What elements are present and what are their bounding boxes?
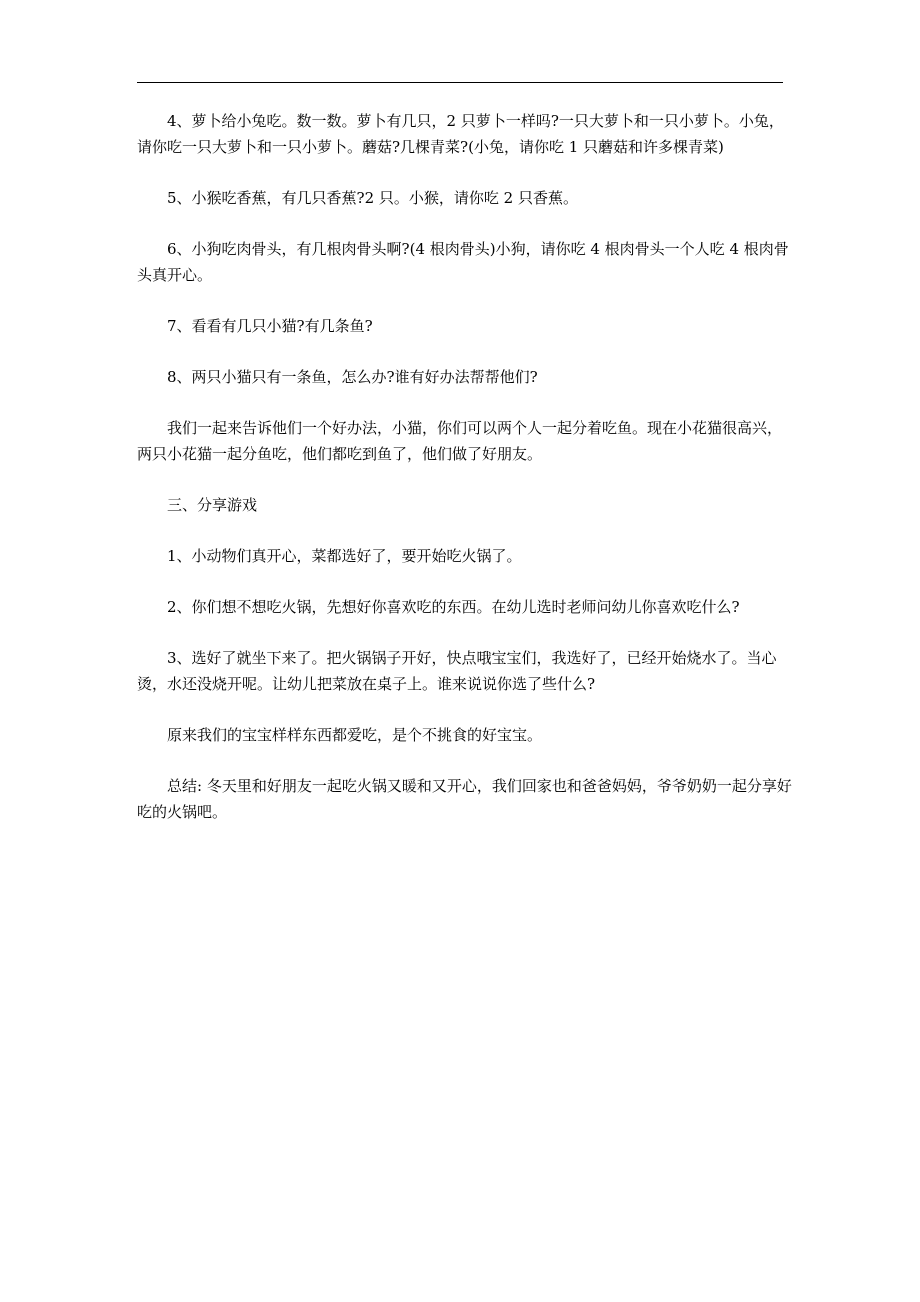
paragraph-item-5: 5、小猴吃香蕉，有几只香蕉?2 只。小猴，请你吃 2 只香蕉。 <box>167 189 578 207</box>
paragraph-share-3: 3、选好了就坐下来了。把火锅锅子开好，快点哦宝宝们，我选好了，已经开始烧水了。当心烫，水还没烧开呢。让幼儿把菜放在桌子上。谁来说说你选了些什么? <box>137 649 777 693</box>
document-body <box>137 108 793 850</box>
paragraph-solution: 我们一起来告诉他们一个好办法，小猫，你们可以两个人一起分着吃鱼。现在小花猫很高兴，两只小花猫一起分鱼吃，他们都吃到鱼了，他们做了好朋友。 <box>137 419 783 463</box>
paragraph-share-2: 2、你们想不想吃火锅，先想好你喜欢吃的东西。在幼儿选时老师问幼儿你喜欢吃什么? <box>167 598 740 616</box>
paragraph-item-8: 8、两只小猫只有一条鱼，怎么办?谁有好办法帮帮他们? <box>167 368 538 386</box>
paragraph-praise: 原来我们的宝宝样样东西都爱吃，是个不挑食的好宝宝。 <box>167 726 543 744</box>
section-heading-share-game: 三、分享游戏 <box>167 496 258 514</box>
paragraph-item-7: 7、看看有几只小猫?有几条鱼? <box>167 317 373 335</box>
paragraph-share-1: 1、小动物们真开心，菜都选好了，要开始吃火锅了。 <box>167 547 522 565</box>
header-rule <box>137 82 783 83</box>
paragraph-item-4: 4、萝卜给小兔吃。数一数。萝卜有几只，2 只萝卜一样吗?一只大萝卜和一只小萝卜。小兔，请你吃一只大萝卜和一只小萝卜。蘑菇?几棵青菜?(小兔，请你吃 1 只蘑菇和许多棵青菜) <box>137 112 784 156</box>
paragraph-item-6: 6、小狗吃肉骨头，有几根肉骨头啊?(4 根肉骨头)小狗，请你吃 4 根肉骨头一个人吃 4 根肉骨头真开心。 <box>137 240 789 284</box>
paragraph-summary: 总结: 冬天里和好朋友一起吃火锅又暖和又开心，我们回家也和爸爸妈妈，爷爷奶奶一起分享好吃的火锅吧。 <box>137 777 792 821</box>
